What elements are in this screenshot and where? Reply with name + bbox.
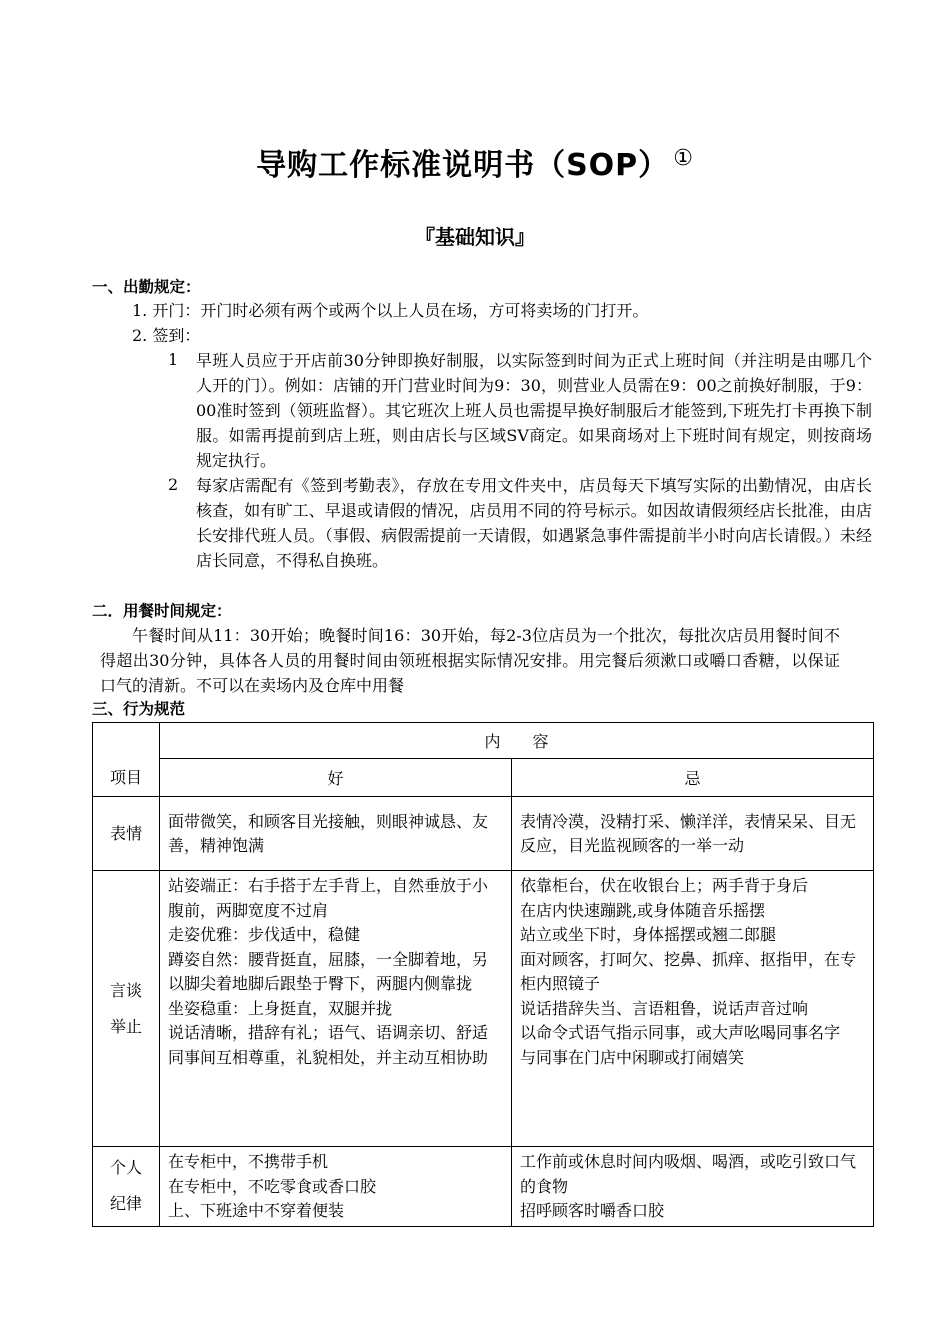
section-1-item-1: 1. 开门：开门时必须有两个或两个以上人员在场，方可将卖场的门打开。 — [132, 301, 649, 320]
good-line: 面带微笑，和顾客目光接触，则眼神诚恳、友善，精神饱满 — [168, 811, 489, 855]
good-line: 站姿端正：右手搭于左手背上，自然垂放于小腹前，两脚宽度不过肩 — [168, 876, 489, 920]
row-label — [93, 1147, 160, 1227]
good-cell — [160, 1147, 512, 1227]
good-line: 在专柜中，不携带手机 — [168, 1152, 329, 1171]
bad-cell — [512, 1147, 874, 1227]
title-footnote-mark: ① — [673, 146, 694, 171]
item-column-header: 项目 — [93, 723, 160, 797]
section-1-heading: 一、出勤规定： — [92, 278, 201, 296]
behavior-standards-table — [92, 722, 874, 1227]
bad-line: 在店内快速蹦跳,或身体随音乐摇摆 — [520, 900, 766, 920]
section-2-text-content: 午餐时间从11：30开始；晚餐时间16：30开始，每2-3位店员为一个批次，每批次店员用餐时间不得超出30分钟，具体各人员的用餐时间由领班根据实际情况安排。用完餐后须漱口或嚼口香糖，以保证口气的清新。不可以在卖场内及仓库中用餐 — [100, 626, 840, 695]
table-row — [93, 797, 874, 871]
bad-column-header: 忌 — [512, 759, 874, 797]
bad-line: 面对顾客，打呵欠、挖鼻、抓痒、抠指甲，在专柜内照镜子 — [520, 949, 857, 993]
title-text: 导购工作标准说明书（SOP） — [256, 148, 670, 183]
bad-line: 以命令式语气指示同事，或大声吆喝同事名字 — [520, 1023, 841, 1042]
bad-line: 与同事在门店中闲聊或打闹嬉笑 — [520, 1047, 745, 1067]
section-3-heading: 三、行为规范 — [92, 700, 186, 718]
sub-item-1-number: 1 — [168, 350, 179, 369]
good-line: 走姿优雅：步伐适中，稳健 — [168, 925, 361, 944]
sub-item-2-number: 2 — [168, 475, 179, 494]
content-header: 内 容 — [160, 723, 874, 759]
row-label — [93, 797, 160, 871]
good-line: 蹲姿自然：腰背挺直，屈膝，一全脚着地，另以脚尖着地脚后跟垫于臀下，两腿内侧靠拢 — [168, 949, 489, 993]
bad-line: 说话措辞失当、言语粗鲁，说话声音过响 — [520, 998, 809, 1018]
table-row — [93, 871, 874, 1147]
bad-cell — [512, 797, 874, 871]
sub-item-2-text: 每家店需配有《签到考勤表》，存放在专用文件夹中，店员每天下填写实际的出勤情况，由店长核查，如有旷工、早退或请假的情况，店员用不同的符号标示。如因故请假须经店长批准，由店长安排代班人员。（事假、病假需提前一天请假，如遇紧急事件需提前半小时向店长请假。）未经店长同意，不得私自换班。 — [196, 476, 872, 570]
good-cell — [160, 797, 512, 871]
good-line: 上、下班途中不穿着便装 — [168, 1201, 345, 1220]
section-2-heading: 二．用餐时间规定： — [92, 602, 232, 620]
good-line: 说话清晰，措辞有礼；语气、语调亲切、舒适 — [168, 1023, 489, 1042]
sub-item-1-text: 早班人员应于开店前30分钟即换好制服，以实际签到时间为正式上班时间（并注明是由哪几个人开的门）。例如：店铺的开门营业时间为9：30，则营业人员需在9：00之前换好制服，于9：00准时签到（领班监督）。其它班次上班人员也需提早换好制服后才能签到,下班先打卡再换下制服。如需再提前到店上班，则由店长与区域SV商定。如果商场对上下班时间有规定，则按商场规定执行。 — [196, 351, 872, 470]
good-line: 同事间互相尊重，礼貌相处，并主动互相协助 — [168, 1047, 489, 1067]
document-title — [0, 140, 950, 184]
good-column-header: 好 — [160, 759, 512, 797]
bad-cell — [512, 871, 874, 1147]
row-label-line: 言谈 — [109, 980, 142, 1000]
bad-line: 站立或坐下时，身体摇摆或翘二郎腿 — [520, 925, 777, 944]
bad-line: 招呼顾客时嚼香口胶 — [520, 1201, 665, 1220]
bad-line: 表情冷漠，没精打采、懒洋洋，表情呆呆、目无反应，目光监视顾客的一举一动 — [520, 811, 857, 855]
document-subtitle: 『基础知识』 — [415, 225, 535, 249]
good-line: 坐姿稳重：上身挺直，双腿并拢 — [168, 998, 393, 1018]
row-label-line: 表情 — [109, 823, 142, 843]
table-subheader-row — [93, 759, 874, 797]
row-label-line: 个人 — [109, 1158, 142, 1178]
good-cell — [160, 871, 512, 1147]
table-row — [93, 1147, 874, 1227]
row-label — [93, 871, 160, 1147]
section-1-item-2: 2. 签到： — [132, 326, 201, 345]
bad-line: 依靠柜台，伏在收银台上；两手背于身后 — [520, 876, 809, 895]
bad-line: 工作前或休息时间内吸烟、喝酒，或吃引致口气的食物 — [520, 1152, 857, 1196]
good-line: 在专柜中，不吃零食或香口胶 — [168, 1176, 377, 1196]
table-header-row — [93, 723, 874, 759]
row-label-line: 纪律 — [109, 1194, 142, 1214]
row-label-line: 举止 — [109, 1016, 142, 1036]
section-2-text — [100, 623, 840, 698]
